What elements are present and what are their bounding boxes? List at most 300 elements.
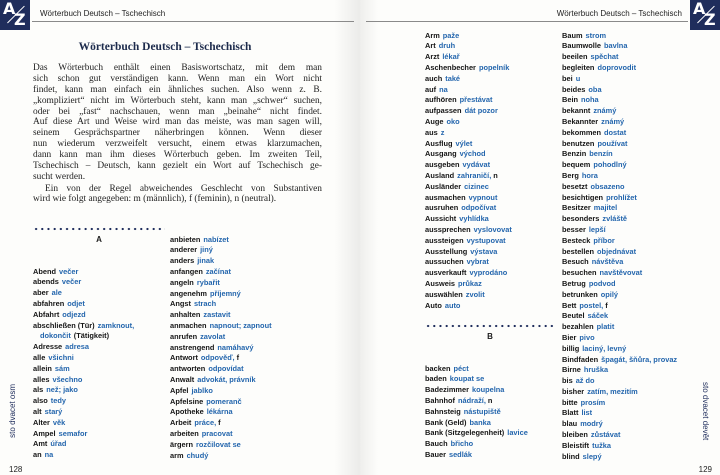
- czech-translation: příjemný: [209, 288, 241, 298]
- czech-translation: zastavit: [203, 310, 231, 320]
- german-headword: ausverkauft: [425, 268, 467, 278]
- german-headword: Antwort: [170, 353, 198, 363]
- entry-row: [562, 301, 677, 312]
- german-headword: blind: [562, 451, 580, 461]
- czech-translation: tužka: [592, 440, 612, 450]
- german-headword: alle: [33, 352, 46, 362]
- german-headword: Arm: [425, 30, 440, 40]
- entry-row: [425, 149, 512, 160]
- german-headword: bezahlen: [562, 322, 594, 332]
- czech-translation: list: [581, 408, 593, 418]
- german-headword: anfangen: [170, 266, 203, 276]
- german-headword: benutzen: [562, 138, 595, 148]
- entry-row: [562, 365, 677, 376]
- czech-translation: zvláště: [602, 214, 628, 224]
- entry-row: [33, 267, 134, 278]
- text-line: oder bei „fast“ nachschauen, wenn man „beinahe“ nicht findet.: [33, 106, 322, 117]
- czech-translation: postel,: [579, 300, 604, 310]
- czech-translation: chudý: [186, 450, 209, 460]
- german-headword: an: [33, 450, 42, 460]
- czech-translation: hruška: [583, 365, 609, 375]
- entry-row: [562, 171, 677, 182]
- entry-row: [562, 441, 677, 452]
- entry-row: [425, 128, 512, 139]
- entry-column-2: [170, 235, 272, 462]
- entry-row: [562, 106, 677, 117]
- german-headword: aussteigen: [425, 235, 464, 245]
- entry-row: [562, 203, 677, 214]
- czech-translation: výstava: [470, 246, 498, 256]
- entry-row: [425, 439, 528, 450]
- german-headword: Ampel: [33, 428, 56, 438]
- page-number-words: sto dvacet devět: [701, 382, 710, 441]
- czech-translation: začínat: [205, 266, 231, 276]
- entry-row: [425, 225, 512, 236]
- czech-translation: koupat se: [449, 374, 485, 384]
- czech-translation: známý: [593, 106, 617, 116]
- german-headword: als: [33, 385, 44, 395]
- german-headword: anstrengend: [170, 342, 215, 352]
- entry-row: [562, 322, 677, 333]
- czech-translation: adresa: [65, 342, 90, 352]
- czech-translation: podvod: [588, 278, 616, 288]
- german-headword: beeilen: [562, 52, 588, 62]
- gender-marker: f: [218, 418, 221, 428]
- german-headword: Benzin: [562, 149, 587, 159]
- entry-row: [170, 310, 272, 321]
- german-headword: anmachen: [170, 320, 207, 330]
- logo-letter-z: Z: [704, 10, 716, 29]
- german-headword: anders: [170, 256, 195, 266]
- entry-row: [562, 74, 677, 85]
- entry-row: [33, 450, 134, 461]
- entry-row: [562, 193, 677, 204]
- czech-translation: dokončit: [40, 331, 71, 341]
- german-headword: Anwalt: [170, 374, 195, 384]
- german-headword: alles: [33, 374, 50, 384]
- german-headword: aber: [33, 288, 49, 298]
- czech-translation: na: [439, 84, 448, 94]
- german-headword: aufhören: [425, 95, 457, 105]
- czech-translation: zvolit: [465, 289, 485, 299]
- entry-row: [170, 375, 272, 386]
- right-page: [360, 0, 720, 475]
- page-number: 128: [9, 465, 23, 474]
- czech-translation: než; jako: [46, 385, 78, 395]
- text-line: Das Wörterbuch enthält einen Basiswortschatz, mit dem man: [33, 63, 322, 73]
- az-logo-icon: [0, 0, 30, 30]
- german-headword: anrufen: [170, 331, 198, 341]
- entry-row: [425, 41, 512, 52]
- entry-row: [170, 332, 272, 343]
- czech-translation: u: [575, 73, 581, 83]
- entry-column-1-a: [425, 31, 512, 312]
- text-line: Auf diese Art und Weise wird man das meiste, was man sagen will,: [33, 117, 322, 128]
- entry-column-1-b: [425, 364, 528, 461]
- text-line: findet, kann man einfach ein ähnliches suchen. Also wenn z. B.: [33, 84, 322, 95]
- german-headword: Ausländer: [425, 181, 462, 191]
- german-headword: auch: [425, 73, 443, 83]
- running-header: Wörterbuch Deutsch – Tschechisch: [556, 9, 682, 18]
- german-headword: Bauch: [425, 439, 448, 449]
- page-number-words: sto dvacet osm: [8, 384, 17, 438]
- german-headword: Art: [425, 41, 436, 51]
- czech-translation: objednávat: [597, 246, 637, 256]
- german-headword: also: [33, 396, 48, 406]
- entry-row: [562, 290, 677, 301]
- czech-translation: auto: [444, 300, 461, 310]
- german-headword: Bahnhof: [425, 395, 455, 405]
- german-headword: ausmachen: [425, 192, 466, 202]
- text-line: Tschechisch – Deutsch, kann gezielt ein Wort auf Tschechisch ge-: [33, 161, 322, 172]
- czech-translation: banka: [469, 417, 491, 427]
- entry-row: [33, 364, 134, 375]
- az-logo-icon: [690, 0, 720, 30]
- czech-translation: špagát, šňůra, provaz: [601, 354, 678, 364]
- entry-row: [33, 385, 134, 396]
- german-headword: besonders: [562, 214, 600, 224]
- german-headword: Bett: [562, 300, 577, 310]
- czech-translation: sáček: [587, 311, 609, 321]
- entry-row: [562, 149, 677, 160]
- entry-row: [562, 430, 677, 441]
- entry-row: [562, 41, 677, 52]
- german-headword: Bleistift: [562, 440, 590, 450]
- czech-translation: nabízet: [203, 234, 229, 244]
- czech-translation: vyslovovat: [473, 224, 512, 234]
- german-headword: bekommen: [562, 127, 602, 137]
- entry-column-1: [33, 267, 134, 461]
- entry-row: [562, 52, 677, 63]
- czech-translation: zahraničí,: [457, 170, 492, 180]
- entry-row: [425, 407, 528, 418]
- czech-translation: nástupiště: [463, 406, 501, 416]
- entry-row: [562, 257, 677, 268]
- german-headword: Abfahrt: [33, 309, 60, 319]
- german-headword: ausgeben: [425, 160, 460, 170]
- czech-translation: odjezd: [62, 309, 86, 319]
- german-headword: angeln: [170, 277, 194, 287]
- czech-translation: pivo: [579, 332, 595, 342]
- german-headword: bestellen: [562, 246, 595, 256]
- german-headword: Bier: [562, 332, 577, 342]
- czech-translation: zůstávat: [590, 430, 621, 440]
- german-headword: betrunken: [562, 289, 598, 299]
- czech-translation: vyhlídka: [459, 214, 489, 224]
- entry-row: [425, 63, 512, 74]
- czech-translation: modrý: [580, 419, 603, 429]
- entry-row: [33, 407, 134, 418]
- czech-translation: známý: [601, 116, 625, 126]
- german-headword: bisher: [562, 386, 585, 396]
- german-headword: Blatt: [562, 408, 579, 418]
- czech-translation: odpočívat: [461, 203, 497, 213]
- entry-row: [562, 311, 677, 322]
- german-headword: Bahnsteig: [425, 406, 461, 416]
- german-headword: Besuch: [562, 257, 589, 267]
- german-headword: Berg: [562, 170, 579, 180]
- czech-translation: noha: [581, 95, 599, 105]
- entry-row: [425, 85, 512, 96]
- czech-translation: prohlížet: [606, 192, 637, 202]
- entry-row: [562, 85, 677, 96]
- german-headword: blau: [562, 419, 578, 429]
- entry-row: [425, 418, 528, 429]
- german-headword: aus: [425, 127, 438, 137]
- czech-translation: lékárna: [206, 407, 233, 417]
- text-line: „kompliziert“ nicht im Wörterbuch steht, kann man „schwer“ suchen,: [33, 95, 322, 106]
- german-headword: bitte: [562, 397, 578, 407]
- german-headword: besetzt: [562, 181, 588, 191]
- entry-row: [170, 364, 272, 375]
- czech-translation: také: [445, 73, 461, 83]
- german-headword: Badezimmer: [425, 385, 469, 395]
- german-headword: Birne: [562, 365, 581, 375]
- czech-translation: strom: [585, 30, 607, 40]
- entry-row: [562, 214, 677, 225]
- german-headword: Alter: [33, 417, 50, 427]
- entry-row: [170, 343, 272, 354]
- entry-row: [562, 225, 677, 236]
- entry-row: [562, 182, 677, 193]
- german-headword: abends: [33, 277, 59, 287]
- czech-translation: benzín: [589, 149, 613, 159]
- czech-translation: bavlna: [604, 41, 628, 51]
- entry-row: [33, 277, 134, 288]
- entry-row: [170, 353, 272, 364]
- czech-translation: hora: [581, 170, 598, 180]
- czech-translation: jinak: [197, 256, 215, 266]
- german-headword: Betrug: [562, 278, 586, 288]
- german-headword: Angst: [170, 299, 191, 309]
- czech-translation: jiný: [200, 245, 213, 255]
- czech-translation: úřad: [50, 439, 67, 449]
- entry-row: [33, 321, 134, 332]
- page-number: 129: [698, 465, 712, 474]
- logo-letter-a: A: [3, 0, 16, 18]
- text-line: nun wiederum verzweifelt versucht, einem etwas klarzumachen,: [33, 139, 322, 150]
- entry-row: [425, 301, 512, 312]
- german-headword: Beutel: [562, 311, 585, 321]
- czech-translation: pracovat: [201, 428, 233, 438]
- czech-translation: všechno: [52, 374, 83, 384]
- entry-row: [425, 95, 512, 106]
- entry-row: [425, 257, 512, 268]
- german-headword: baden: [425, 374, 447, 384]
- usage-note: (Tätigkeit): [73, 331, 110, 341]
- entry-row: [425, 139, 512, 150]
- czech-translation: semafor: [58, 428, 88, 438]
- czech-translation: nádraží,: [457, 395, 486, 405]
- entry-row: [562, 419, 677, 430]
- entry-row: [33, 418, 134, 429]
- german-headword: bekannt: [562, 106, 591, 116]
- czech-translation: slepý: [582, 451, 602, 461]
- czech-translation: zatím, mezitím: [587, 386, 638, 396]
- german-headword: antworten: [170, 364, 206, 374]
- german-headword: Bein: [562, 95, 579, 105]
- entry-row: [170, 418, 272, 429]
- german-headword: Abend: [33, 266, 56, 276]
- entry-row: [562, 128, 677, 139]
- czech-translation: ale: [51, 288, 62, 298]
- entry-row: [425, 247, 512, 258]
- entry-row: [33, 310, 134, 321]
- entry-row: [562, 31, 677, 42]
- entry-row: [425, 374, 528, 385]
- czech-translation: z: [440, 127, 445, 137]
- german-headword: Apotheke: [170, 407, 204, 417]
- entry-row: [33, 353, 134, 364]
- entry-row: [170, 256, 272, 267]
- czech-translation: jablko: [191, 385, 213, 395]
- entry-row: [170, 397, 272, 408]
- text-line: sich schon gut verständigen kann. Wenn man ein Wort nicht: [33, 73, 322, 84]
- entry-row: [562, 344, 677, 355]
- german-headword: Arzt: [425, 52, 440, 62]
- german-headword: angenehm: [170, 288, 207, 298]
- entry-row: [562, 452, 677, 463]
- german-headword: Baum: [562, 30, 583, 40]
- german-headword: Bindfaden: [562, 354, 599, 364]
- entry-row: [170, 321, 272, 332]
- german-headword: alt: [33, 406, 42, 416]
- entry-row: [425, 171, 512, 182]
- entry-column-2: [562, 31, 677, 463]
- german-headword: auf: [425, 84, 437, 94]
- german-headword: Auge: [425, 116, 444, 126]
- german-headword: Ausweis: [425, 278, 455, 288]
- czech-translation: paže: [442, 30, 460, 40]
- czech-translation: rozčilovat se: [196, 439, 241, 449]
- german-headword: Amt: [33, 439, 48, 449]
- german-headword: anhalten: [170, 310, 201, 320]
- logo-letter-a: A: [693, 0, 706, 18]
- czech-translation: východ: [459, 149, 486, 159]
- czech-translation: sám: [54, 363, 70, 373]
- czech-translation: vypnout: [468, 192, 498, 202]
- german-headword: bequem: [562, 160, 591, 170]
- czech-translation: lavice: [507, 428, 528, 438]
- entry-row: [425, 290, 512, 301]
- german-headword: Bauer: [425, 449, 446, 459]
- czech-translation: lékař: [442, 52, 460, 62]
- german-headword: Adresse: [33, 342, 63, 352]
- german-headword: aussuchen: [425, 257, 464, 267]
- entry-row: [562, 160, 677, 171]
- czech-translation: navštěvovat: [599, 268, 643, 278]
- entry-row: [170, 386, 272, 397]
- german-headword: Bekannter: [562, 116, 599, 126]
- czech-translation: sedlák: [448, 449, 472, 459]
- entry-row: [562, 398, 677, 409]
- german-headword: anderer: [170, 245, 198, 255]
- czech-translation: rybařit: [196, 277, 220, 287]
- entry-row: [425, 214, 512, 225]
- czech-translation: platit: [596, 322, 615, 332]
- intro-paragraph: [33, 63, 322, 183]
- page-title: Wörterbuch Deutsch – Tschechisch: [78, 41, 252, 53]
- czech-translation: věk: [52, 417, 66, 427]
- running-header: Wörterbuch Deutsch – Tschechisch: [40, 9, 166, 18]
- entry-continuation: [33, 331, 134, 342]
- czech-translation: práce,: [194, 418, 217, 428]
- german-headword: begleiten: [562, 62, 595, 72]
- czech-translation: průkaz: [458, 278, 482, 288]
- czech-translation: večer: [59, 266, 79, 276]
- czech-translation: odpověď,: [200, 353, 235, 363]
- czech-translation: návštěva: [591, 257, 624, 267]
- entry-row: [562, 387, 677, 398]
- gender-marker: n: [487, 395, 493, 405]
- entry-row: [425, 268, 512, 279]
- german-headword: billig: [562, 343, 580, 353]
- czech-translation: příbor: [593, 235, 615, 245]
- czech-translation: vyprodáno: [469, 268, 508, 278]
- text-line: Ein von der Regel abweichendes Geschlecht von Substantiven: [45, 183, 322, 194]
- czech-translation: vydávat: [462, 160, 491, 170]
- czech-translation: odpovídat: [208, 364, 244, 374]
- entry-row: [170, 407, 272, 418]
- czech-translation: starý: [44, 406, 63, 416]
- entry-row: [170, 451, 272, 462]
- section-divider-dots: [425, 324, 555, 328]
- entry-row: [425, 193, 512, 204]
- czech-translation: koupelna: [471, 385, 505, 395]
- czech-translation: dostat: [604, 127, 627, 137]
- czech-translation: oba: [588, 84, 602, 94]
- czech-translation: dát pozor: [464, 106, 498, 116]
- german-headword: Ausland: [425, 170, 455, 180]
- entry-row: [425, 160, 512, 171]
- czech-translation: prosím: [580, 397, 606, 407]
- czech-translation: napnout; zapnout: [209, 320, 272, 330]
- czech-translation: péct: [453, 363, 469, 373]
- entry-row: [425, 428, 528, 439]
- czech-translation: pohodlný: [593, 160, 627, 170]
- czech-translation: cizinec: [464, 181, 489, 191]
- gender-note-paragraph: [33, 184, 322, 206]
- czech-translation: vybrat: [466, 257, 489, 267]
- header-rule: [366, 21, 688, 22]
- entry-row: [170, 278, 272, 289]
- czech-translation: výlet: [455, 138, 473, 148]
- czech-translation: zavolat: [200, 331, 226, 341]
- german-headword: allein: [33, 363, 52, 373]
- entry-row: [425, 203, 512, 214]
- czech-translation: vystupovat: [466, 235, 506, 245]
- entry-row: [562, 355, 677, 366]
- entry-row: [425, 31, 512, 42]
- entry-row: [562, 63, 677, 74]
- czech-translation: používat: [597, 138, 628, 148]
- german-headword: Apfel: [170, 385, 189, 395]
- german-headword: Besitzer: [562, 203, 591, 213]
- german-headword: backen: [425, 363, 451, 373]
- czech-translation: odjet: [67, 298, 85, 308]
- czech-translation: popelník: [478, 62, 510, 72]
- section-letter-a: A: [96, 235, 102, 244]
- entry-row: [33, 439, 134, 450]
- entry-row: [33, 375, 134, 386]
- czech-translation: oko: [446, 116, 460, 126]
- entry-row: [425, 182, 512, 193]
- czech-translation: obsazeno: [590, 181, 625, 191]
- entry-row: [33, 429, 134, 440]
- german-headword: Ausstellung: [425, 246, 468, 256]
- entry-row: [170, 245, 272, 256]
- czech-translation: druh: [438, 41, 456, 51]
